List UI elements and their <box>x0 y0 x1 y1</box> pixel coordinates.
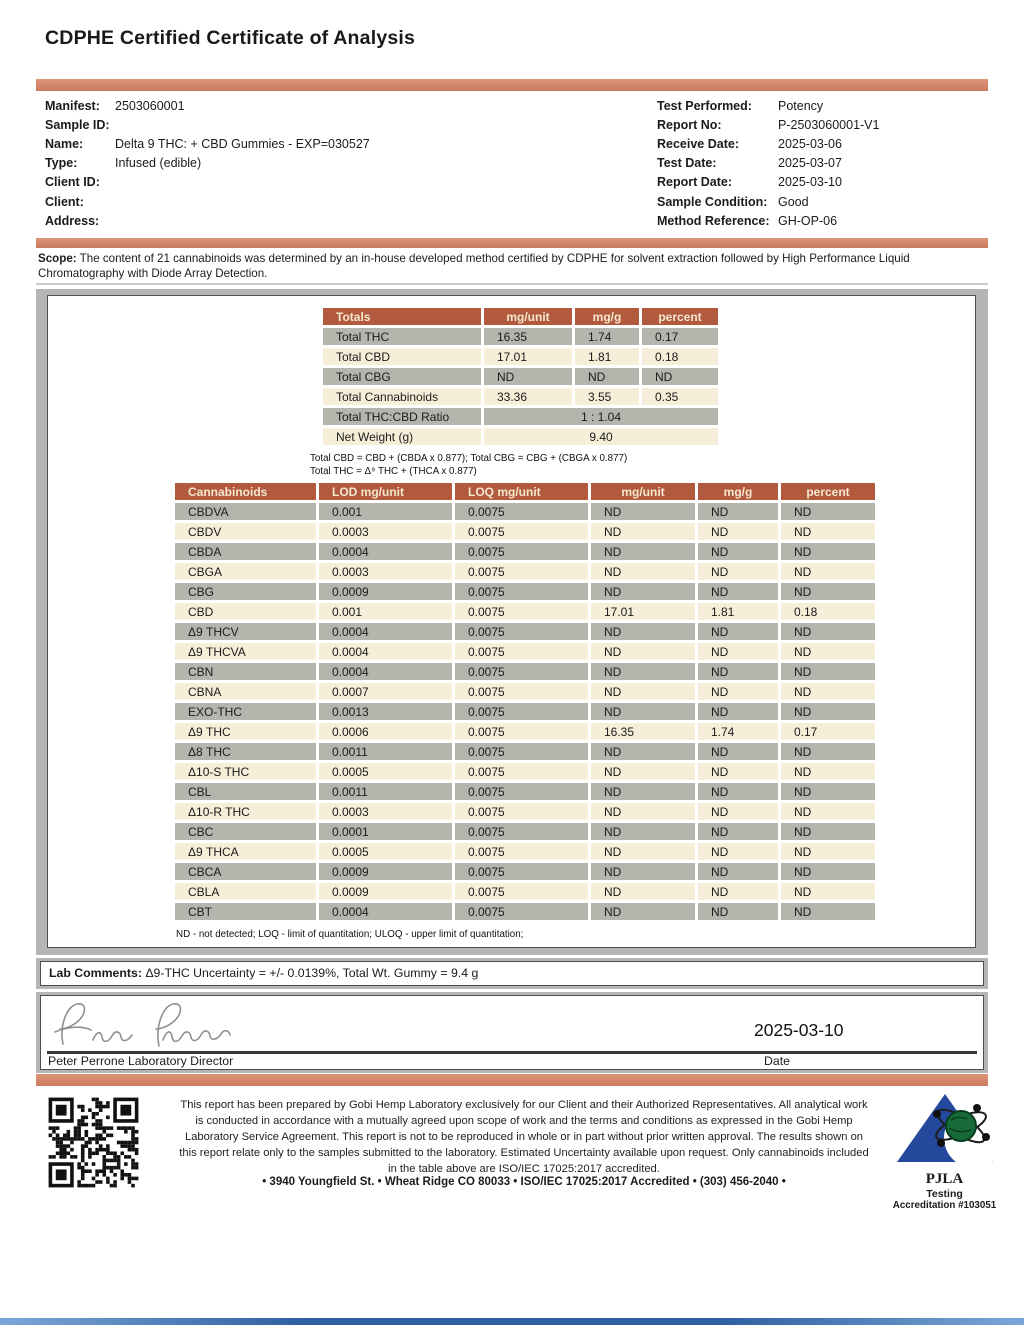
cannabinoid-cell: ND <box>591 543 695 560</box>
cannabinoid-cell: 0.0007 <box>319 683 452 700</box>
cannabinoid-cell: 0.0006 <box>319 723 452 740</box>
cannabinoid-cell: 0.0075 <box>455 843 588 860</box>
cannabinoid-cell: 0.0075 <box>455 583 588 600</box>
totals-cell: 0.35 <box>642 388 718 405</box>
cannabinoid-cell: ND <box>591 863 695 880</box>
cannabinoid-cell: CBNA <box>175 683 316 700</box>
cannabinoid-cell: 0.18 <box>781 603 875 620</box>
cannabinoid-cell: 0.0009 <box>319 583 452 600</box>
lab-comments-band <box>36 958 988 989</box>
cannabinoid-cell: EXO-THC <box>175 703 316 720</box>
cannabinoid-cell: ND <box>781 563 875 580</box>
report-info-label: Test Performed: <box>657 98 752 113</box>
cannabinoid-cell: 16.35 <box>591 723 695 740</box>
cannabinoid-cell: Δ10-S THC <box>175 763 316 780</box>
cannabinoid-row <box>175 863 875 880</box>
cannabinoid-row <box>175 643 875 660</box>
cannabinoid-cell: ND <box>591 903 695 920</box>
scope-label: Scope: <box>38 252 77 265</box>
report-info-row <box>657 192 997 211</box>
scope-text <box>38 251 984 282</box>
signature-band <box>36 992 988 1073</box>
cannabinoid-cell: 0.0005 <box>319 763 452 780</box>
cannabinoid-cell: ND <box>698 863 778 880</box>
cannabinoid-row <box>175 523 875 540</box>
cannabinoid-row <box>175 783 875 800</box>
totals-header-row <box>323 308 718 325</box>
results-box <box>47 295 976 948</box>
cannabinoid-row <box>175 903 875 920</box>
pjla-subtitle: Testing <box>926 1188 963 1200</box>
cannabinoid-cell: 0.0075 <box>455 883 588 900</box>
cannabinoid-cell: ND <box>591 663 695 680</box>
cannabinoid-cell: 0.0011 <box>319 743 452 760</box>
sample-info-label: Name: <box>45 136 84 151</box>
sample-info-value: Delta 9 THC: + CBD Gummies - EXP=030527 <box>115 136 370 151</box>
lab-comments-body: Δ9-THC Uncertainty = +/- 0.0139%, Total Wt. Gummy = 9.4 g <box>141 966 479 980</box>
qr-code-icon <box>45 1094 142 1191</box>
cannabinoid-row <box>175 763 875 780</box>
cannabinoid-cell: 0.0075 <box>455 803 588 820</box>
cannabinoid-cell: ND <box>781 903 875 920</box>
cannabinoid-cell: CBLA <box>175 883 316 900</box>
cannabinoid-cell: 0.0004 <box>319 903 452 920</box>
cannabinoid-cell: ND <box>781 583 875 600</box>
sample-info-row <box>45 154 505 173</box>
cannabinoids-header-cell: LOQ mg/unit <box>455 483 588 500</box>
sample-info-left <box>45 96 505 230</box>
cannabinoid-cell: ND <box>698 663 778 680</box>
report-info-row <box>657 154 997 173</box>
cannabinoid-cell: 1.81 <box>698 603 778 620</box>
cannabinoid-cell: ND <box>698 503 778 520</box>
cannabinoid-cell: 1.74 <box>698 723 778 740</box>
cannabinoid-row <box>175 663 875 680</box>
scope-divider <box>36 283 988 285</box>
pjla-name: PJLA <box>925 1171 964 1187</box>
cannabinoid-cell: ND <box>591 683 695 700</box>
pjla-accreditation-block <box>882 1090 1007 1211</box>
cannabinoid-row <box>175 883 875 900</box>
cannabinoid-row <box>175 503 875 520</box>
cannabinoid-cell: ND <box>781 803 875 820</box>
cannabinoid-cell: 0.0009 <box>319 863 452 880</box>
cannabinoid-row <box>175 703 875 720</box>
cannabinoid-cell: ND <box>698 823 778 840</box>
cannabinoid-cell: CBDVA <box>175 503 316 520</box>
report-info-row <box>657 211 997 230</box>
cannabinoid-cell: Δ10-R THC <box>175 803 316 820</box>
cannabinoid-cell: ND <box>781 663 875 680</box>
sample-info-row <box>45 192 505 211</box>
cannabinoid-row <box>175 583 875 600</box>
cannabinoid-cell: CBGA <box>175 563 316 580</box>
sample-info-label: Manifest: <box>45 98 100 113</box>
cannabinoid-cell: ND <box>781 823 875 840</box>
cannabinoid-cell: 0.17 <box>781 723 875 740</box>
totals-cell: 16.35 <box>484 328 572 345</box>
report-info-row <box>657 96 997 115</box>
cannabinoids-header-cell: mg/g <box>698 483 778 500</box>
cannabinoid-cell: CBDA <box>175 543 316 560</box>
cannabinoid-cell: 0.0004 <box>319 623 452 640</box>
signature-box <box>40 995 984 1070</box>
lab-address-line: • 3940 Youngfield St. • Wheat Ridge CO 80033 • ISO/IEC 17025:2017 Accredited • (303) 456-2040 • <box>262 1176 786 1188</box>
cannabinoid-cell: ND <box>591 803 695 820</box>
cannabinoid-cell: ND <box>698 623 778 640</box>
disclaimer-text: This report has been prepared by Gobi Hemp Laboratory exclusively for our Client and their Authorized Representatives. All analytical work is conducted in accordance with a mutually agreed upon scope of work and the terms and conditions as expressed in the Gobi Hemp Laboratory Service Agreement. This report is not to be reproduced in whole or in part without prior written approval. The results shown on this report relate only to the samples submitted to the laboratory. Estimated Uncertainty available upon request. Only cannabinoids included in the table above are ISO/IEC 17025:2017 accredited. <box>179 1099 869 1175</box>
cannabinoid-cell: CBD <box>175 603 316 620</box>
report-info-right <box>657 96 997 230</box>
report-info-row <box>657 115 997 134</box>
cannabinoid-cell: ND <box>781 683 875 700</box>
cannabinoid-cell: 0.001 <box>319 603 452 620</box>
cannabinoid-cell: ND <box>698 783 778 800</box>
totals-row <box>323 348 718 365</box>
cannabinoid-cell: 0.0003 <box>319 523 452 540</box>
cannabinoid-cell: Δ9 THCV <box>175 623 316 640</box>
cannabinoid-cell: 0.0075 <box>455 643 588 660</box>
report-info-label: Sample Condition: <box>657 194 768 209</box>
report-info-value: Good <box>778 194 809 209</box>
totals-cell: 17.01 <box>484 348 572 365</box>
cannabinoid-cell: 0.0004 <box>319 543 452 560</box>
totals-cell: 0.18 <box>642 348 718 365</box>
cannabinoid-cell: 0.0075 <box>455 743 588 760</box>
cannabinoid-cell: 0.0003 <box>319 563 452 580</box>
sample-info-label: Address: <box>45 213 100 228</box>
cannabinoid-cell: CBN <box>175 663 316 680</box>
page-title: CDPHE Certified Certificate of Analysis <box>45 27 416 49</box>
cannabinoid-cell: 0.0004 <box>319 643 452 660</box>
cannabinoids-table <box>172 480 878 923</box>
cannabinoid-row <box>175 743 875 760</box>
totals-footnote-line2: Total THC = Δ⁹ THC + (THCA x 0.877) <box>310 466 477 478</box>
cannabinoid-row <box>175 543 875 560</box>
sample-info-row <box>45 173 505 192</box>
signature-date-label: Date <box>764 1054 790 1068</box>
totals-footnote-line1: Total CBD = CBD + (CBDA x 0.877); Total CBG = CBG + (CBGA x 0.877) <box>310 453 628 464</box>
cannabinoid-cell: 0.0075 <box>455 623 588 640</box>
totals-header-cell: Totals <box>323 308 481 325</box>
sample-info-label: Sample ID: <box>45 117 110 132</box>
cannabinoid-cell: 0.0075 <box>455 683 588 700</box>
report-info-value: GH-OP-06 <box>778 213 838 228</box>
cannabinoid-cell: CBT <box>175 903 316 920</box>
cannabinoid-cell: ND <box>698 743 778 760</box>
totals-header-cell: percent <box>642 308 718 325</box>
results-band <box>36 289 988 955</box>
cannabinoid-cell: 0.0075 <box>455 783 588 800</box>
cannabinoid-cell: 0.0005 <box>319 843 452 860</box>
cannabinoid-cell: ND <box>698 763 778 780</box>
cannabinoid-row <box>175 683 875 700</box>
totals-row <box>323 388 718 405</box>
report-info-value: 2025-03-10 <box>778 175 842 190</box>
sample-info-row <box>45 211 505 230</box>
cannabinoid-row <box>175 723 875 740</box>
totals-cell: Total THC <box>323 328 481 345</box>
cannabinoids-header-row <box>175 483 875 500</box>
cannabinoid-cell: 0.0075 <box>455 663 588 680</box>
report-info-value: Potency <box>778 98 824 113</box>
cannabinoid-cell: ND <box>591 583 695 600</box>
totals-cell: Total CBG <box>323 368 481 385</box>
cannabinoid-cell: ND <box>698 843 778 860</box>
cannabinoid-cell: ND <box>698 563 778 580</box>
cannabinoid-cell: CBC <box>175 823 316 840</box>
pjla-logo-icon <box>889 1090 1001 1168</box>
totals-weight-label: Net Weight (g) <box>323 428 481 445</box>
sample-info-value: Infused (edible) <box>115 156 202 171</box>
cannabinoid-cell: ND <box>781 883 875 900</box>
pjla-accreditation-number: Accreditation #103051 <box>892 1200 997 1211</box>
cannabinoid-cell: ND <box>591 843 695 860</box>
cannabinoid-cell: ND <box>591 823 695 840</box>
totals-ratio-value: 1 : 1.04 <box>484 408 718 425</box>
cannabinoid-cell: 0.0075 <box>455 763 588 780</box>
cannabinoids-header-cell: mg/unit <box>591 483 695 500</box>
lab-comments-box <box>40 961 984 986</box>
cannabinoid-cell: ND <box>781 843 875 860</box>
cannabinoids-header-cell: percent <box>781 483 875 500</box>
totals-row <box>323 368 718 385</box>
totals-cell: Total CBD <box>323 348 481 365</box>
cannabinoid-cell: 0.0075 <box>455 903 588 920</box>
cannabinoid-cell: ND <box>591 743 695 760</box>
totals-header-cell: mg/unit <box>484 308 572 325</box>
report-info-label: Report No: <box>657 117 722 132</box>
cannabinoid-row <box>175 563 875 580</box>
cannabinoid-cell: 0.0001 <box>319 823 452 840</box>
cannabinoid-cell: ND <box>781 543 875 560</box>
accent-bar-bottom <box>36 1074 988 1086</box>
report-info-label: Method Reference: <box>657 213 770 228</box>
cannabinoid-cell: ND <box>698 883 778 900</box>
cannabinoid-row <box>175 623 875 640</box>
cannabinoid-cell: CBCA <box>175 863 316 880</box>
totals-footnote <box>310 452 627 478</box>
cannabinoid-cell: ND <box>591 643 695 660</box>
cannabinoid-cell: ND <box>591 883 695 900</box>
cannabinoid-cell: Δ9 THC <box>175 723 316 740</box>
cannabinoid-cell: ND <box>781 703 875 720</box>
totals-weight-value: 9.40 <box>484 428 718 445</box>
cannabinoid-cell: 0.0075 <box>455 703 588 720</box>
cannabinoid-cell: ND <box>698 683 778 700</box>
cannabinoid-cell: 0.0075 <box>455 823 588 840</box>
cannabinoid-cell: 17.01 <box>591 603 695 620</box>
cannabinoid-cell: ND <box>781 623 875 640</box>
page-bottom-strip <box>0 1318 1024 1325</box>
cannabinoid-cell: 0.001 <box>319 503 452 520</box>
accent-bar-top <box>36 79 988 91</box>
totals-cell: ND <box>642 368 718 385</box>
cannabinoid-cell: ND <box>781 643 875 660</box>
cannabinoid-cell: 0.0004 <box>319 663 452 680</box>
cannabinoid-cell: ND <box>698 643 778 660</box>
report-info-label: Receive Date: <box>657 136 739 151</box>
report-info-value: 2025-03-07 <box>778 156 842 171</box>
sample-info-label: Client: <box>45 194 84 209</box>
report-info-row <box>657 134 997 153</box>
totals-cell: 0.17 <box>642 328 718 345</box>
totals-header-cell: mg/g <box>575 308 639 325</box>
totals-cell: Total Cannabinoids <box>323 388 481 405</box>
cannabinoid-row <box>175 843 875 860</box>
totals-cell: ND <box>484 368 572 385</box>
report-info-value: P-2503060001-V1 <box>778 117 880 132</box>
cannabinoid-cell: CBL <box>175 783 316 800</box>
cannabinoid-cell: ND <box>698 803 778 820</box>
cannabinoid-cell: ND <box>698 523 778 540</box>
cannabinoid-cell: 0.0011 <box>319 783 452 800</box>
cannabinoid-cell: 0.0003 <box>319 803 452 820</box>
cannabinoid-cell: ND <box>591 763 695 780</box>
cannabinoid-cell: 0.0075 <box>455 603 588 620</box>
cannabinoid-cell: Δ9 THCVA <box>175 643 316 660</box>
totals-cell: 33.36 <box>484 388 572 405</box>
cannabinoid-cell: ND <box>591 523 695 540</box>
sample-info-label: Client ID: <box>45 175 100 190</box>
cannabinoid-cell: 0.0075 <box>455 503 588 520</box>
signer-name-title: Peter Perrone Laboratory Director <box>48 1054 234 1068</box>
cannabinoid-cell: ND <box>781 763 875 780</box>
totals-cell: ND <box>575 368 639 385</box>
signature-date-value: 2025-03-10 <box>754 1020 844 1040</box>
lab-comments-text <box>49 966 478 980</box>
sample-info-row <box>45 134 505 153</box>
cannabinoid-cell: ND <box>591 623 695 640</box>
cannabinoid-cell: Δ8 THC <box>175 743 316 760</box>
totals-ratio-row <box>323 408 718 425</box>
cannabinoid-row <box>175 803 875 820</box>
cannabinoids-footnote: ND - not detected; LOQ - limit of quantitation; ULOQ - upper limit of quantitation; <box>176 929 524 940</box>
lab-comments-label: Lab Comments: <box>49 966 142 980</box>
cannabinoid-cell: ND <box>698 903 778 920</box>
report-info-row <box>657 173 997 192</box>
totals-weight-row <box>323 428 718 445</box>
cannabinoid-cell: 0.0075 <box>455 723 588 740</box>
scope-body: The content of 21 cannabinoids was determined by an in-house developed method certified by CDPHE for solvent extraction followed by High Performance Liquid Chromatography with Diode Array Detection. <box>38 252 910 281</box>
cannabinoid-cell: ND <box>781 783 875 800</box>
sample-info-row <box>45 115 505 134</box>
totals-cell: 1.74 <box>575 328 639 345</box>
cannabinoid-cell: ND <box>781 523 875 540</box>
cannabinoid-cell: 0.0075 <box>455 543 588 560</box>
sample-info-row <box>45 96 505 115</box>
accent-bar-mid <box>36 238 988 248</box>
report-info-label: Report Date: <box>657 175 733 190</box>
cannabinoid-row <box>175 603 875 620</box>
sample-info-value: 2503060001 <box>115 98 185 113</box>
signature-icon <box>47 998 297 1054</box>
cannabinoids-header-cell: Cannabinoids <box>175 483 316 500</box>
totals-row <box>323 328 718 345</box>
cannabinoid-cell: ND <box>781 503 875 520</box>
cannabinoid-cell: ND <box>781 743 875 760</box>
cannabinoid-cell: 0.0075 <box>455 523 588 540</box>
cannabinoid-cell: 0.0075 <box>455 863 588 880</box>
cannabinoid-cell: ND <box>698 583 778 600</box>
totals-ratio-label: Total THC:CBD Ratio <box>323 408 481 425</box>
cannabinoids-header-cell: LOD mg/unit <box>319 483 452 500</box>
cannabinoid-cell: ND <box>591 703 695 720</box>
cannabinoid-cell: 0.0075 <box>455 563 588 580</box>
totals-cell: 1.81 <box>575 348 639 365</box>
cannabinoid-cell: ND <box>591 503 695 520</box>
report-info-label: Test Date: <box>657 156 717 171</box>
cannabinoid-cell: ND <box>698 703 778 720</box>
cannabinoid-cell: 0.0009 <box>319 883 452 900</box>
report-info-value: 2025-03-06 <box>778 136 842 151</box>
cannabinoid-cell: ND <box>781 863 875 880</box>
cannabinoid-cell: 0.0013 <box>319 703 452 720</box>
cannabinoid-cell: CBG <box>175 583 316 600</box>
totals-table <box>320 305 721 448</box>
cannabinoid-cell: ND <box>591 783 695 800</box>
cannabinoid-cell: ND <box>698 543 778 560</box>
totals-cell: 3.55 <box>575 388 639 405</box>
sample-info-label: Type: <box>45 156 78 171</box>
cannabinoid-cell: CBDV <box>175 523 316 540</box>
cannabinoid-cell: Δ9 THCA <box>175 843 316 860</box>
cannabinoid-cell: ND <box>591 563 695 580</box>
cannabinoid-row <box>175 823 875 840</box>
